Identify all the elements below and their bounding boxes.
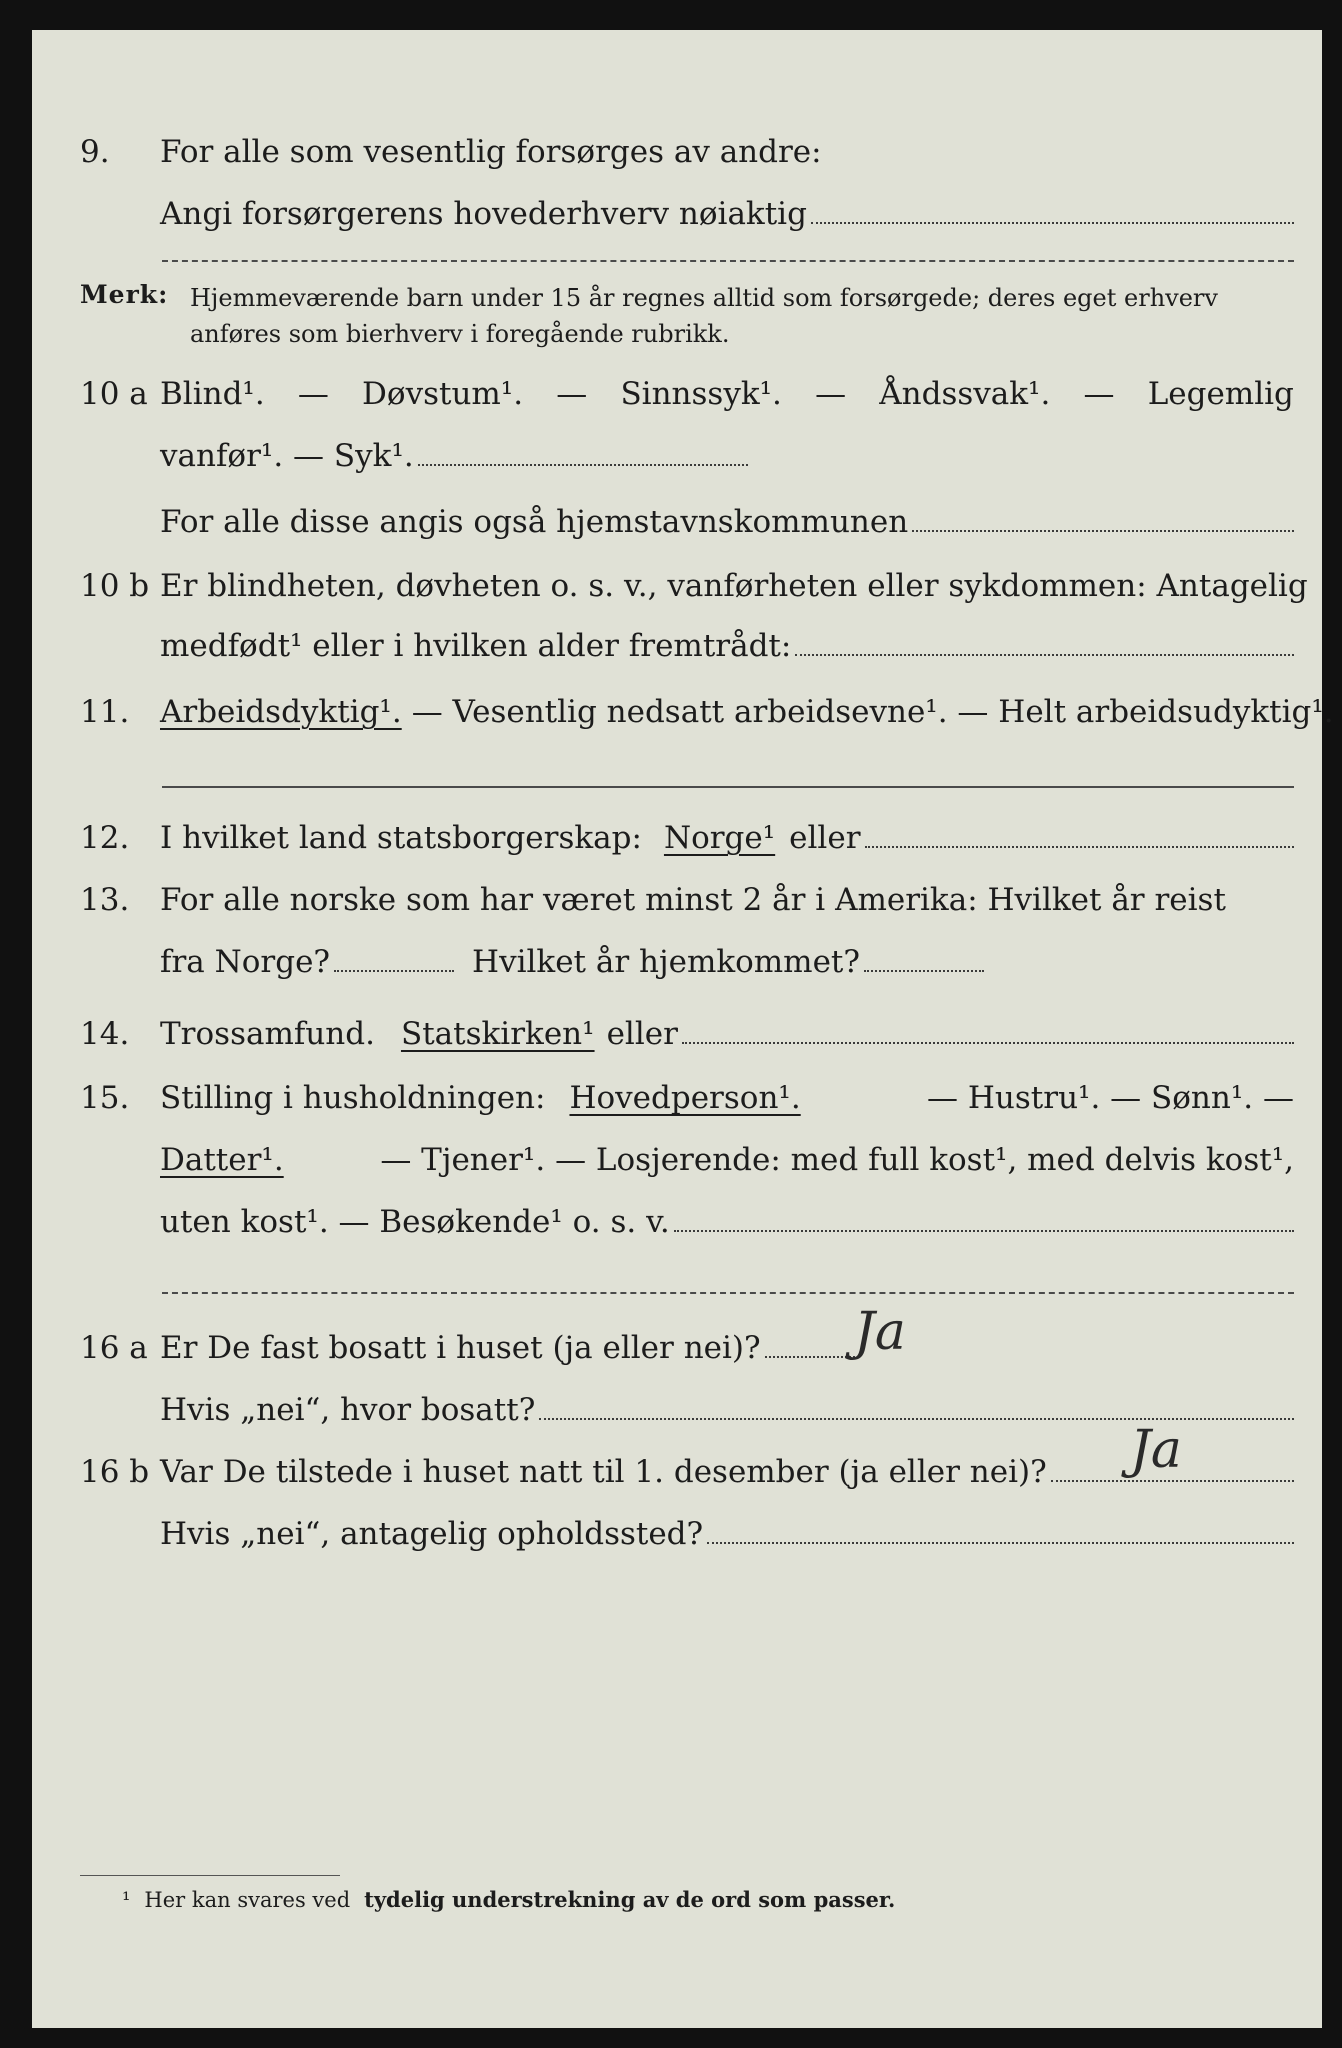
q11-number: 11. — [80, 694, 130, 730]
q13-hjemkommet-field[interactable] — [864, 970, 984, 972]
merk-note — [190, 280, 1294, 352]
q13-line1 — [32, 878, 1322, 922]
q10b-answer-field[interactable] — [795, 654, 1294, 656]
q10b-line1 — [32, 564, 1322, 608]
q16a-number: 16 a — [80, 1330, 148, 1366]
q16a-answer-field[interactable] — [765, 1356, 855, 1358]
q15-answer-field[interactable] — [674, 1230, 1294, 1232]
footnote-rule — [80, 1875, 340, 1876]
q10b-number: 10 b — [80, 568, 150, 604]
dash: — — [1083, 376, 1115, 412]
q14-suffix: eller — [606, 1016, 678, 1052]
q9-prompt: Angi forsørgerens hovederhverv nøiaktig — [160, 196, 807, 232]
q10a-number: 10 a — [80, 376, 148, 412]
q16a-handwritten-answer: Ja — [854, 1302, 906, 1362]
q10a-hjemstavn-prompt: For alle disse angis også hjemstavnskommunen — [160, 504, 909, 540]
q12-answer-field[interactable] — [865, 846, 1294, 848]
q10a-line1 — [32, 372, 1322, 416]
census-form-page — [32, 30, 1334, 2028]
dash: — — [297, 376, 329, 412]
merk-line1: Hjemmeværende barn under 15 år regnes alltid som forsørgede; deres eget erhverv — [190, 284, 1218, 312]
q13-reist-prompt: fra Norge? — [160, 944, 331, 980]
option-datter[interactable]: Datter¹. — [160, 1142, 284, 1178]
q15-answer-line — [162, 1292, 1294, 1294]
q9-answer-line — [162, 260, 1294, 262]
q15-options-2: — Tjener¹. — Losjerende: med full kost¹, med delvis kost¹, — [380, 1142, 1294, 1178]
q16b-opholdssted-prompt: Hvis „nei“, antagelig opholdssted? — [160, 1516, 704, 1552]
q13-text: For alle norske som har været minst 2 år i Amerika: Hvilket år reist — [160, 882, 1226, 918]
q10a-hjemstavn-field[interactable] — [912, 530, 1294, 532]
q16b-line1 — [32, 1450, 1322, 1494]
footnote — [122, 1885, 895, 1915]
q15-line3 — [32, 1200, 1322, 1244]
q11-line — [32, 690, 1334, 734]
q10a-line3 — [32, 500, 1322, 544]
q16a-bosatt-prompt: Hvis „nei“, hvor bosatt? — [160, 1392, 536, 1428]
q16a-line1 — [32, 1326, 1322, 1370]
q9-answer-field[interactable] — [811, 222, 1294, 224]
q10b-line2 — [32, 624, 1322, 668]
option-blind: Blind¹. — [160, 376, 265, 412]
q9-line1 — [32, 130, 1322, 174]
q14-prefix: Trossamfund. — [160, 1016, 375, 1052]
q16b-opholdssted-field[interactable] — [707, 1542, 1294, 1544]
merk-line2: anføres som bierhverv i foregående rubrikk. — [190, 320, 730, 348]
option-sinnssyk: Sinnssyk¹. — [620, 376, 782, 412]
footnote-bold-text: tydelig understrekning av de ord som passer. — [364, 1887, 896, 1912]
q10b-text: Er blindheten, døvheten o. s. v., vanførheten eller sykdommen: Antagelig — [160, 568, 1308, 604]
q10b-prompt: medfødt¹ eller i hvilken alder fremtrådt: — [160, 628, 792, 664]
dash: — — [815, 376, 847, 412]
q15-line1 — [32, 1076, 1322, 1120]
merk-label: Merk: — [80, 280, 169, 309]
q11-answer-line — [162, 786, 1294, 788]
dash: — — [556, 376, 588, 412]
q14-line — [32, 1012, 1322, 1056]
option-hovedperson[interactable]: Hovedperson¹. — [569, 1080, 801, 1116]
q12-prefix: I hvilket land statsborgerskap: — [160, 820, 642, 856]
q12-line — [32, 816, 1322, 860]
q15-number: 15. — [80, 1080, 130, 1116]
footnote-text: Her kan svares ved — [144, 1888, 351, 1912]
q13-number: 13. — [80, 882, 130, 918]
q16b-line2 — [32, 1512, 1322, 1556]
q13-reist-field[interactable] — [334, 970, 454, 972]
q9-line2 — [32, 192, 1322, 236]
q15-prefix: Stilling i husholdningen: — [160, 1080, 546, 1116]
q14-answer-field[interactable] — [682, 1042, 1294, 1044]
q12-number: 12. — [80, 820, 130, 856]
option-statskirken[interactable]: Statskirken¹ — [400, 1016, 595, 1052]
option-andssvak: Åndssvak¹. — [879, 376, 1051, 412]
q16b-answer-field[interactable] — [1051, 1480, 1294, 1482]
q12-suffix: eller — [789, 820, 861, 856]
q9-text: For alle som vesentlig forsørges av andre: — [160, 134, 822, 170]
q10a-answer-field[interactable] — [418, 464, 748, 466]
option-arbeidsdyktig[interactable]: Arbeidsdyktig¹. — [160, 694, 402, 730]
q16b-prompt: Var De tilstede i huset natt til 1. desember (ja eller nei)? — [160, 1454, 1047, 1490]
option-vanfor-syk: vanfør¹. — Syk¹. — [160, 438, 414, 474]
q13-hjemkommet-prompt: Hvilket år hjemkommet? — [472, 944, 861, 980]
q16b-handwritten-answer: Ja — [1130, 1420, 1182, 1480]
q16b-number: 16 b — [80, 1454, 150, 1490]
footnote-mark: ¹ — [122, 1888, 131, 1912]
q15-line2 — [32, 1138, 1322, 1182]
q14-number: 14. — [80, 1016, 130, 1052]
q15-options-1: — Hustru¹. — Sønn¹. — — [927, 1080, 1294, 1116]
q15-options-3: uten kost¹. — Besøkende¹ o. s. v. — [160, 1204, 670, 1240]
option-legemlig: Legemlig — [1147, 376, 1294, 412]
option-dovstum: Døvstum¹. — [362, 376, 524, 412]
q16a-line2 — [32, 1388, 1322, 1432]
q9-number: 9. — [80, 134, 110, 170]
option-norge[interactable]: Norge¹ — [663, 820, 776, 856]
q10a-line2 — [32, 434, 1322, 478]
q13-line2 — [32, 940, 1322, 984]
q16a-prompt: Er De fast bosatt i huset (ja eller nei)? — [160, 1330, 761, 1366]
q11-other-options: — Vesentlig nedsatt arbeidsevne¹. — Helt arbeidsudyktig¹. — [411, 694, 1334, 730]
